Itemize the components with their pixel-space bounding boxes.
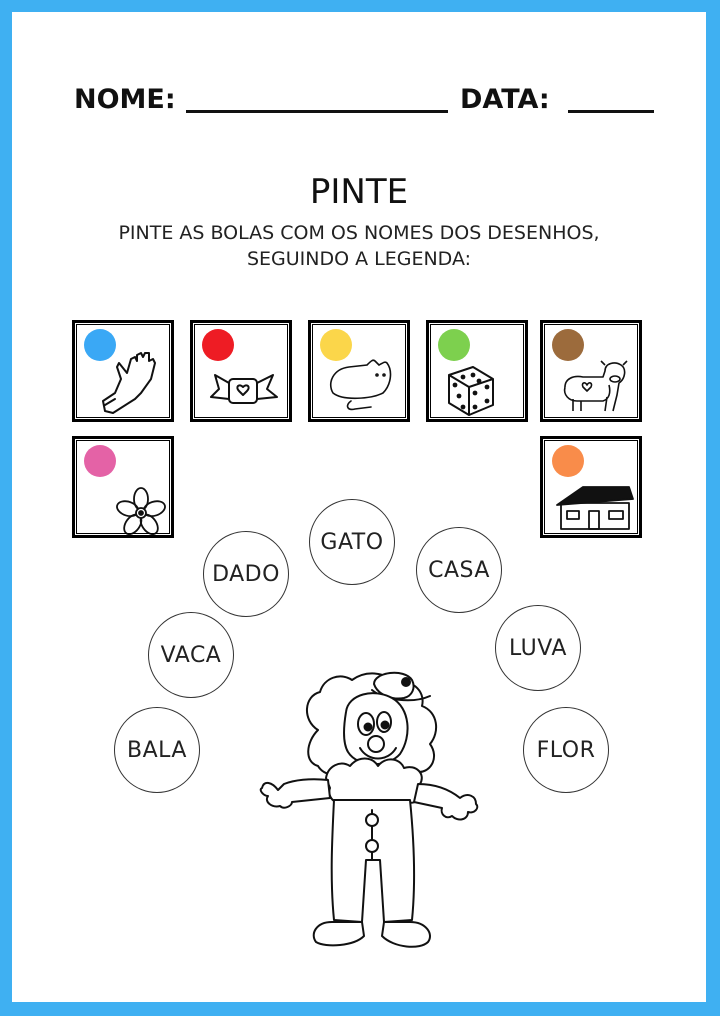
legend-card-glove [72,320,174,422]
clown-illustration [254,660,484,960]
page-title: PINTE [309,172,409,212]
legend-card-cow [540,320,642,422]
color-dot-brown [552,329,584,361]
word-ball-dado[interactable]: DADO [203,531,289,617]
header [74,84,654,124]
name-label: NOME: [74,84,176,115]
word-ball-flor[interactable]: FLOR [523,707,609,793]
legend-card-cat [308,320,410,422]
legend-card-flower [72,436,174,538]
worksheet [12,12,706,1002]
color-dot-orange [552,445,584,477]
candy-icon [193,323,289,419]
color-dot-yellow [320,329,352,361]
word-ball-bala[interactable]: BALA [114,707,200,793]
color-dot-green [438,329,470,361]
legend-card-candy [190,320,292,422]
word-ball-vaca[interactable]: VACA [148,612,234,698]
cow-icon [543,323,639,419]
dice-icon [429,323,525,419]
color-dot-red [202,329,234,361]
legend-card-house [540,436,642,538]
date-label: DATA: [460,84,550,115]
instructions-line-1: PINTE AS BOLAS COM OS NOMES DOS DESENHOS, [118,222,600,244]
date-line[interactable] [568,110,654,113]
house-icon [543,439,639,535]
legend-card-dice [426,320,528,422]
word-ball-casa[interactable]: CASA [416,527,502,613]
cat-icon [311,323,407,419]
word-ball-gato[interactable]: GATO [309,499,395,585]
word-ball-luva[interactable]: LUVA [495,605,581,691]
instructions [12,220,706,272]
flower-icon [75,439,171,535]
name-line[interactable] [186,110,448,113]
color-dot-blue [84,329,116,361]
color-dot-pink [84,445,116,477]
instructions-line-2: SEGUINDO A LEGENDA: [246,248,472,270]
glove-icon [75,323,171,419]
